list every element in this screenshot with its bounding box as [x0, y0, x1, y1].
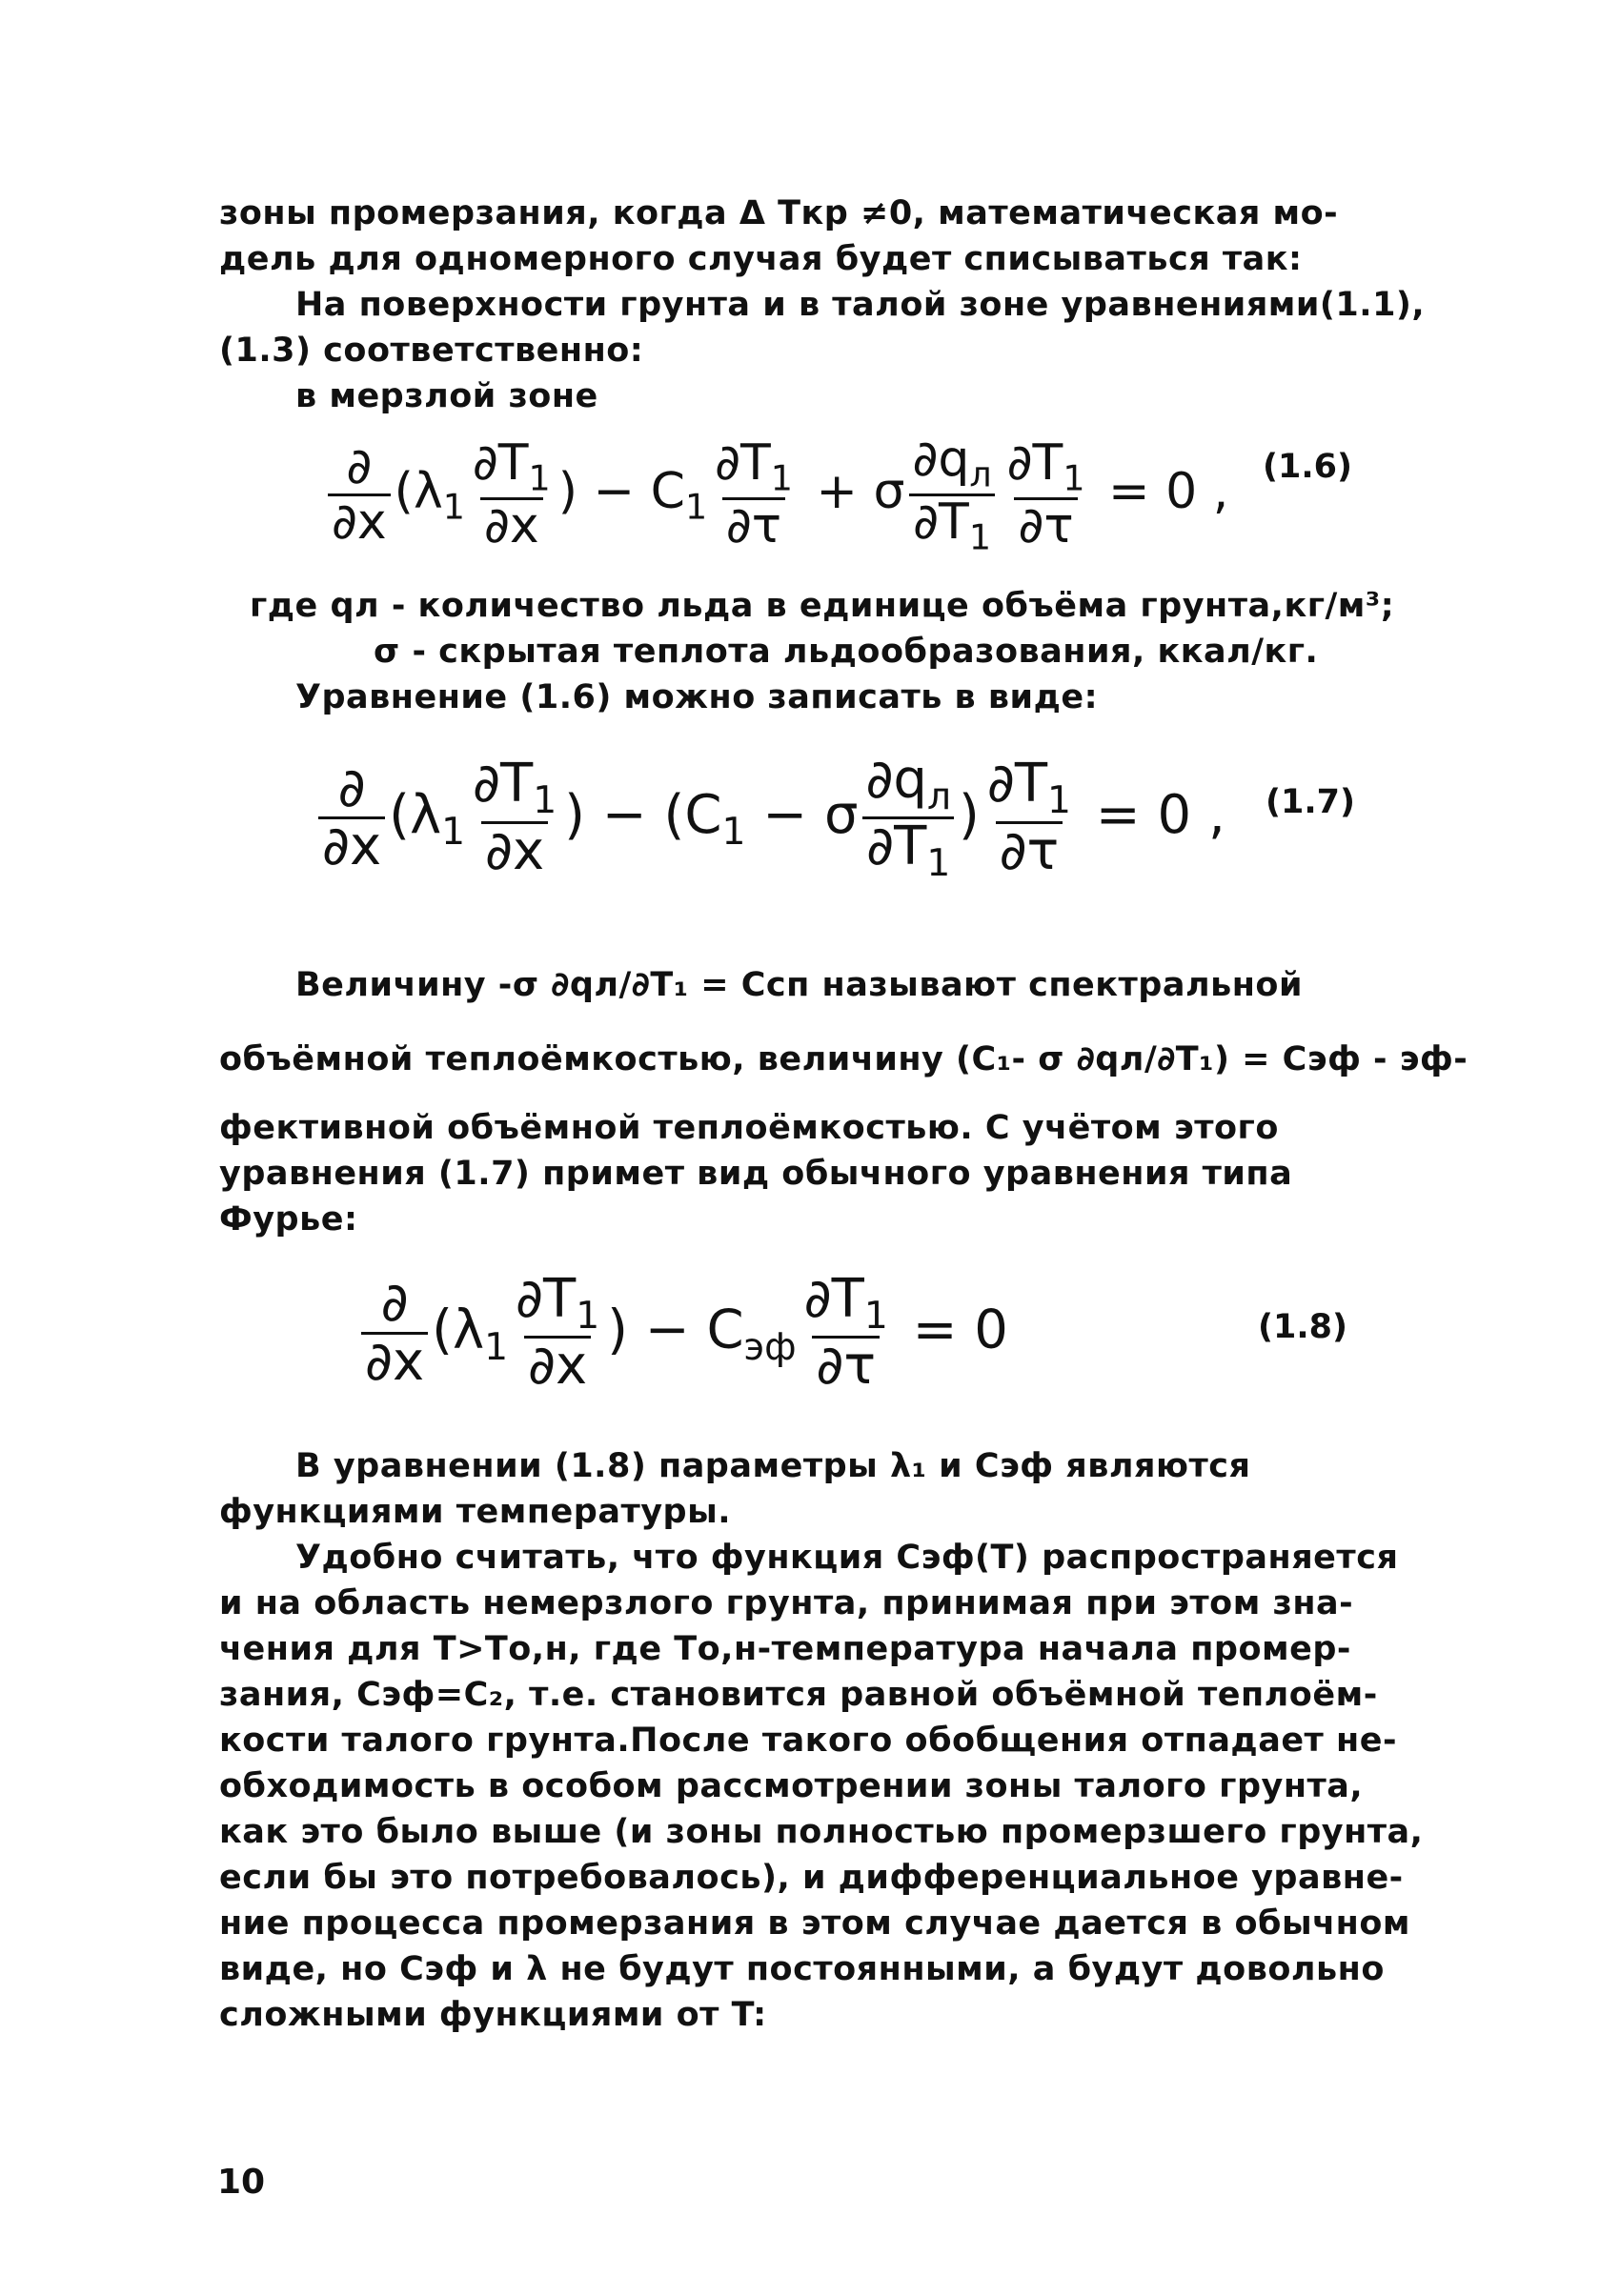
equation-number-1-6: (1.6) [1263, 448, 1352, 486]
text-line-above: как это было выше (и зоны полностью промерзшего грунта, [219, 1813, 1424, 1851]
text-line-velichinu: Величину -σ ∂qл/∂T₁ = Cсп называют спектральной [295, 966, 1303, 1004]
text-line-params: В уравнении (1.8) параметры λ₁ и Cэф являются [295, 1447, 1251, 1485]
text-line-fourier: Фурье: [219, 1200, 358, 1239]
text-line-values: чения для T>Tо,н, где Tо,н-температура начала промер- [219, 1630, 1351, 1668]
text-line-fective: фективной объёмной теплоёмкостью. С учётом этого [219, 1109, 1279, 1147]
text-line-equation-form: уравнения (1.7) примет вид обычного уравнения типа [219, 1155, 1293, 1193]
text-line-freezing: зания, Cэф=C₂, т.е. становится равной объёмной теплоём- [219, 1676, 1378, 1714]
text-line-4: (1.3) соответственно: [219, 332, 644, 370]
text-line-necessity: обходимость в особом рассмотрении зоны талого грунта, [219, 1767, 1364, 1805]
page-number: 10 [217, 2163, 266, 2202]
text-line-3: На поверхности грунта и в талой зоне уравнениями(1.1), [295, 286, 1426, 324]
text-line-effective: объёмной теплоёмкостью, величину (C₁- σ ∂qл/∂T₁) = Cэф - эф- [219, 1040, 1468, 1078]
text-line-form: виде, но Cэф и λ не будут постоянными, а будут довольно [219, 1950, 1385, 1988]
equation-1-7: $\frac{\partial}{\partial x}$ ($\lambda_1$ $\frac{\partial T_1}{\partial x}$ ) − ($C_1 - \sigma$ $\frac{\partial q_л}{\partial T_1}$ ) $\frac{\partial T_1}{\partial\tau}$ = 0 , [314, 753, 1225, 884]
equation-number-1-8: (1.8) [1258, 1308, 1347, 1346]
text-line-process: ние процесса промерзания в этом случае дается в обычном [219, 1904, 1411, 1943]
text-line-2: дель для одномерного случая будет списываться так: [219, 240, 1303, 278]
text-line-eq-intro: Уравнение (1.6) можно записать в виде: [295, 678, 1099, 716]
equation-1-8: $\frac{\partial}{\partial x}$ ($\lambda_1$ $\frac{\partial T_1}{\partial x}$ ) − $C_{эф}$ $\frac{\partial T_1}{\partial\tau}$ = 0 [357, 1272, 1008, 1395]
text-line-functions: функциями температуры. [219, 1493, 732, 1531]
text-line-5: в мерзлой зоне [295, 377, 598, 415]
text-line-sigma-def: σ - скрытая теплота льдообразования, ккал/кг. [374, 633, 1319, 671]
text-line-thawed: кости талого грунта.После такого обобщения отпадает не- [219, 1722, 1397, 1760]
text-line-required: если бы это потребовалось), и дифференциальное уравне- [219, 1859, 1404, 1897]
equation-number-1-7: (1.7) [1266, 783, 1355, 821]
text-line-1: зоны промерзания, когда Δ Tкр ≠0, математическая мо- [219, 194, 1339, 232]
text-line-where-ql: где qл - количество льда в единице объёма грунта,кг/м³; [250, 587, 1395, 625]
equation-1-6: $\frac{\partial}{\partial x}$ ($\lambda_1$ $\frac{\partial T_1}{\partial x}$ ) − $C_1$ $\frac{\partial T_1}{\partial\tau}$ + σ $\frac{\partial q_л}{\partial T_1}$ $\frac{\partial T_1}{\partial\tau}$ = 0 , [324, 433, 1228, 555]
text-line-area: и на область немерзлого грунта, принимая при этом зна- [219, 1584, 1354, 1622]
text-line-complex: сложными функциями от T: [219, 1996, 767, 2034]
text-line-convenient: Удобно считать, что функция Cэф(T) распространяется [295, 1539, 1399, 1577]
